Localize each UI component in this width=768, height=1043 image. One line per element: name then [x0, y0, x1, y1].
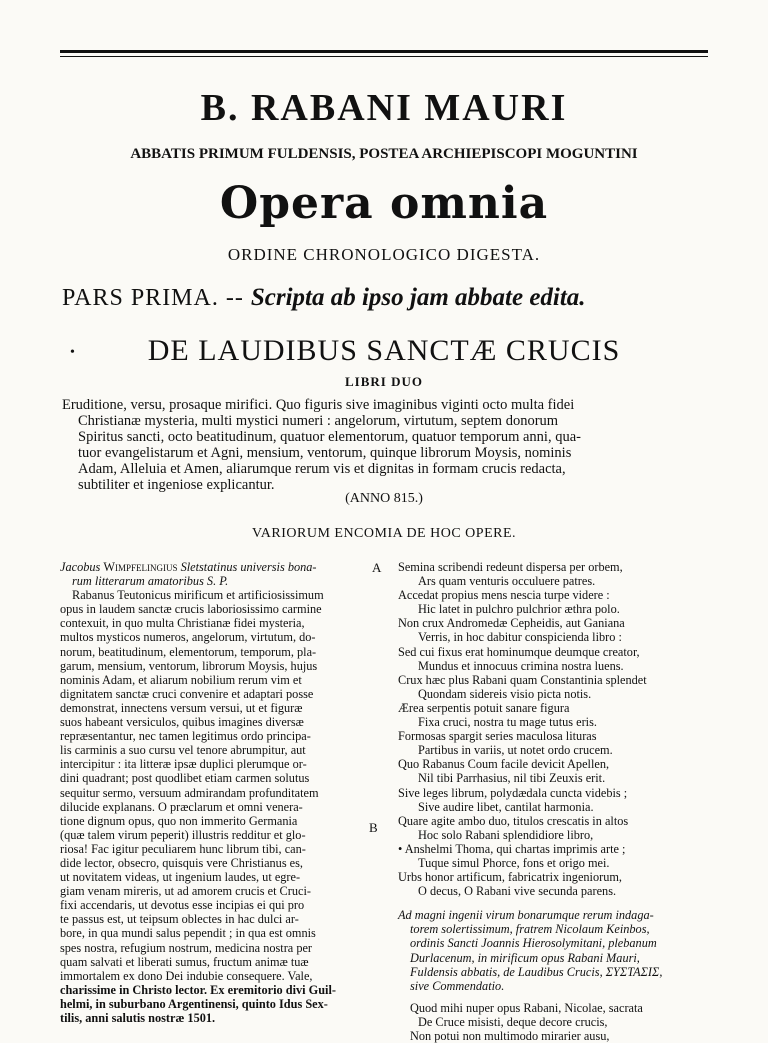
- verse-line: Quod mihi nuper opus Rabani, Nicolae, sacrata: [410, 1000, 643, 1015]
- description-paragraph: [62, 397, 690, 493]
- left-text-line: dini quadrant; post quodlibet etiam carmen solutus: [60, 771, 310, 786]
- verse-line: Quare agite ambo duo, titulos crescatis in altos: [398, 813, 629, 828]
- verse-line: Quo Rabanus Coum facile devicit Apellen,: [398, 757, 610, 772]
- margin-letter-b: B: [369, 820, 378, 835]
- verse-line: Ærea serpentis potuit sanare figura: [398, 700, 570, 715]
- verse-line: Crux hæc plus Rabani quam Constantinia splendet: [398, 672, 647, 687]
- left-text-line: tilis, anni salutis nostræ 1501.: [60, 1011, 216, 1025]
- left-text-line: riosa! Fac igitur peculiarem hunc librum tibi, can-: [60, 841, 306, 856]
- left-text-line: contexuit, in quo multa Christianæ fidei mysteria,: [60, 616, 305, 631]
- verse-line: Hic latet in pulchro pulchrior æthra polo.: [418, 602, 620, 617]
- right-column: [398, 560, 718, 1043]
- left-text-line: norum, beatitudinum, elementorum, temporum, pla-: [60, 644, 317, 659]
- verse-line: • Anshelmi Thoma, qui chartas imprimis arte ;: [398, 841, 626, 856]
- pars-prima-label: PARS PRIMA. --: [62, 285, 251, 311]
- left-text-line: repræsentantur, nec tamen legitimus ordo principa-: [60, 729, 311, 744]
- left-text-line: multos mysticos numeros, angelorum, virtutum, do-: [60, 630, 316, 645]
- left-column: [60, 560, 372, 1025]
- left-text-line: lis carminis a suo cursu vel tenore abrumpitur, aut: [60, 743, 306, 758]
- left-text-line: te passus est, ut teipsum oblectes in hac dulci ar-: [60, 912, 299, 927]
- verse-line: Sive audire libet, cantilat harmonia.: [418, 799, 594, 814]
- left-text-line: tione dignum opus, quo non immerito Germania: [60, 813, 298, 828]
- left-text-line: spes nostra, refugium nostrum, medicina nostra per: [60, 940, 313, 955]
- pars-prima-line: [62, 284, 586, 312]
- left-text-line: suos habeant versiculos, quibus imagines diversæ: [60, 715, 304, 730]
- left-text-line: demonstrat, innectens versum versui, ut et figuræ: [60, 700, 303, 715]
- dedication-line: sive Commendatio.: [410, 978, 505, 993]
- heading-part: Jacobus: [60, 560, 104, 574]
- top-rule-thick: [60, 50, 708, 53]
- left-text-line: nominis Adam, et aliarum nobilium rerum vim et: [60, 672, 302, 687]
- dedication-line: torem solertissimum, fratrem Nicolaum Keinbos,: [410, 922, 650, 937]
- left-heading-line: rum litterarum amatoribus S. P.: [72, 574, 229, 589]
- left-text-line: Rabanus Teutonicus mirificum et artificiosissimum: [72, 588, 324, 603]
- subtitle: ABBATIS PRIMUM FULDENSIS, POSTEA ARCHIEPISCOPI MOGUNTINI: [130, 146, 638, 162]
- left-text-line: dide lector, obsecro, quisquis vere Christianus es,: [60, 855, 304, 870]
- verse-line: Ars quam venturis occuluere patres.: [418, 574, 596, 589]
- dedication-line: ordinis Sancti Joannis Hierosolymitani, plebanum: [410, 936, 657, 951]
- left-text-line: opus in laudem sanctæ crucis laboriosissimo carmine: [60, 602, 322, 617]
- verse-line: Semina scribendi redeunt dispersa per orbem,: [398, 560, 623, 574]
- dedication-line: Fuldensis abbatis, de Laudibus Crucis, ΣΥΣΤΑΣΙΣ,: [410, 964, 663, 979]
- left-text-line: fixi accendaris, ut devotus esse incipias ei qui pro: [60, 898, 305, 913]
- left-text-line: giam venam mireris, ut ad amorem crucis et Cruci-: [60, 884, 311, 899]
- left-text-line: quam salvati et liberati sumus, fructum animæ tuæ: [60, 954, 309, 969]
- verse-line: De Cruce misisti, deque decore crucis,: [418, 1014, 608, 1029]
- left-text-line: helmi, in suburbano Argentinensi, quinto Idus Sex-: [60, 996, 328, 1011]
- pars-prima-italic: Scripta ab ipso jam abbate edita.: [250, 284, 586, 311]
- verse-line: Accedat propius mens nescia turpe videre :: [398, 588, 610, 603]
- left-text-line: (quæ talem virum peperit) illustris redditur et glo-: [60, 827, 306, 842]
- main-title: B. RABANI MAURI: [200, 87, 568, 129]
- verse-line: Sive leges librum, polydædala cuncta videbis ;: [398, 785, 628, 800]
- opera-omnia-title: Opera omnia: [219, 178, 549, 229]
- description-line: Adam, Alleluia et Amen, aliarumque rerum vis et dignitas in formam crucis redacta,: [78, 461, 566, 477]
- verse-line: Nil tibi Parrhasius, nil tibi Zeuxis erit.: [418, 771, 606, 786]
- verse-line: Non crux Andromedæ Cepheidis, aut Ganiana: [398, 616, 625, 631]
- work-title: DE LAUDIBUS SANCTÆ CRUCIS: [147, 334, 621, 367]
- description-line: Eruditione, versu, prosaque mirifici. Quo figuris sive imaginibus viginti octo multa fidei: [62, 397, 575, 413]
- left-text-line: dignitatem sanctæ cruci convenire et adaptari posse: [60, 686, 314, 701]
- description-line: Christianæ mysteria, multi mystici numeri : angelorum, virtutum, septem donorum: [78, 413, 559, 429]
- verse-line: Verris, in hoc dabitur conspicienda libro :: [418, 630, 622, 645]
- spacer: [398, 898, 718, 908]
- ordine-line: ORDINE CHRONOLOGICO DIGESTA.: [227, 245, 541, 264]
- verse-line: Hoc solo Rabani splendidiore libro,: [418, 827, 594, 842]
- variorum-heading: VARIORUM ENCOMIA DE HOC OPERE.: [251, 526, 517, 541]
- description-line: subtiliter et ingeniose explicantur.: [78, 477, 275, 493]
- heading-part: Sletstatinus universis bona-: [177, 560, 317, 574]
- dedication-line: Durlacenum, in mirificum opus Rabani Mauri,: [410, 950, 640, 965]
- margin-letter-a: A: [372, 560, 382, 575]
- verse-line: Partibus in variis, ut notet ordo crucem.: [418, 743, 613, 758]
- left-text-line: charissime in Christo lector. Ex eremitorio divi Guil-: [60, 982, 336, 997]
- anno-line: (ANNO 815.): [345, 491, 423, 506]
- heading-author-name: Wimpfelingius: [103, 560, 178, 574]
- left-text-line: sequitur sermo, versuum admirandam profunditatem: [60, 785, 319, 800]
- left-text-line: immortalem ex dono Dei indubie consequere. Vale,: [60, 968, 313, 983]
- margin-dot: •: [70, 345, 75, 360]
- verse-line: Formosas spargit series maculosa lituras: [398, 729, 597, 744]
- verse-line: Tuque simul Phorce, fons et origo mei.: [418, 855, 610, 870]
- left-text-line: ut novitatem videas, ut ingenium laudes, ut egre-: [60, 870, 301, 885]
- libri-duo: LIBRI DUO: [345, 374, 423, 389]
- left-text-line: intercipitur : ita litteræ ipsæ duplici plerumque or-: [60, 757, 307, 772]
- left-text-line: dilucide explanans. O præclarum et omni venera-: [60, 799, 303, 814]
- left-heading-line: [60, 560, 372, 574]
- verse-line: Urbs honor artificum, fabricatrix ingeniorum,: [398, 870, 623, 885]
- verse-line: Quondam sidereis visio picta notis.: [418, 686, 592, 701]
- verse-line: Mundus et innocuus crimina nostra luens.: [418, 658, 624, 673]
- verse-line: Fixa cruci, nostra tu mage tutus eris.: [418, 715, 597, 730]
- top-rule-thin: [60, 56, 708, 57]
- dedication-line: Ad magni ingenii virum bonarumque rerum indaga-: [398, 908, 654, 923]
- description-line: Spiritus sancti, octo beatitudinum, quatuor elementorum, quatuor temporum anni, qua-: [78, 429, 581, 445]
- left-text-line: garum, mensium, ventorum, librorum Moysis, hujus: [60, 658, 318, 673]
- spacer: [398, 993, 718, 1001]
- verse-line: O decus, O Rabani vive secunda parens.: [418, 884, 617, 899]
- left-text-line: bore, in qua mundi salus pependit ; in qua est omnis: [60, 926, 316, 941]
- verse-line: Sed cui fixus erat hominumque deumque creator,: [398, 644, 640, 659]
- description-line: tuor evangelistarum et Agni, mensium, ventorum, quinque librorum Moysis, nominis: [78, 445, 572, 461]
- verse-line: Non potui non multimodo mirarier ausu,: [410, 1029, 610, 1043]
